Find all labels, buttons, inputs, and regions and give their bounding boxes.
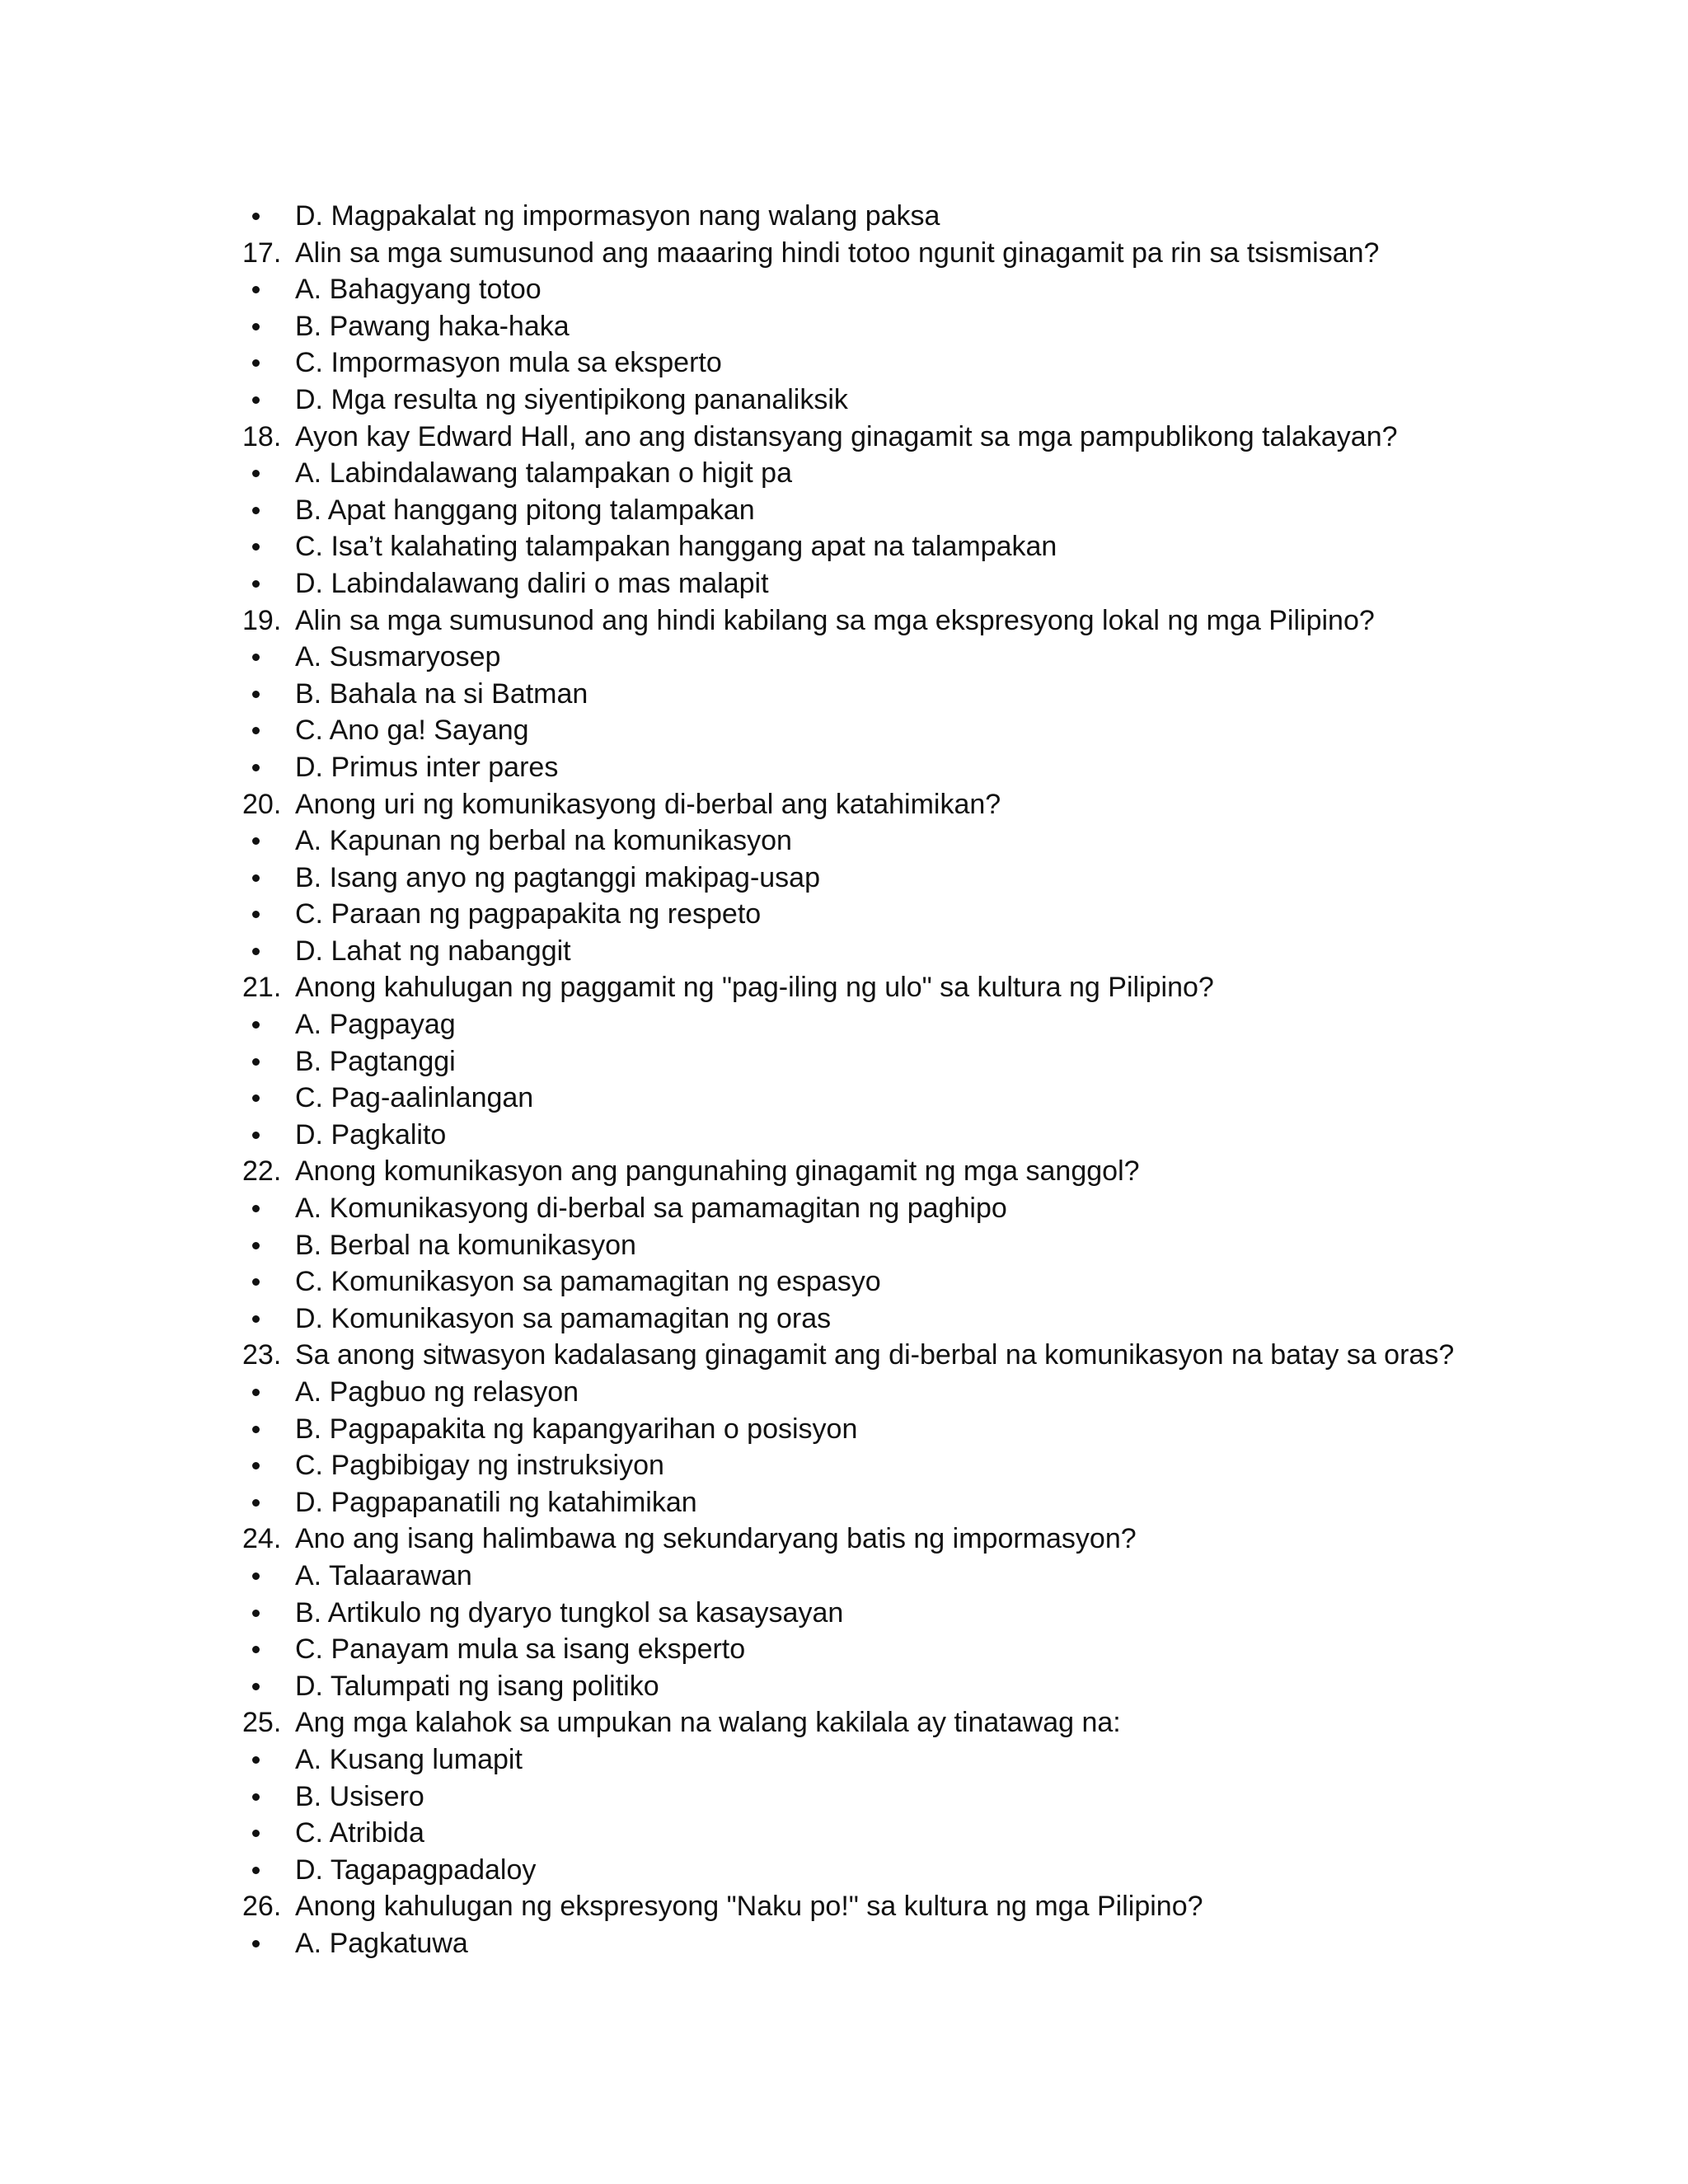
- question-item: [242, 786, 1528, 823]
- answer-option: [242, 860, 1528, 897]
- answer-option-text: A. Bahagyang totoo: [295, 274, 542, 306]
- answer-option-text: C. Impormasyon mula sa eksperto: [295, 347, 722, 379]
- answer-option-text: B. Bahala na si Batman: [295, 677, 588, 710]
- question-text: Ang mga kalahok sa umpukan na walang kakilala ay tinatawag na:: [295, 1707, 1121, 1739]
- answer-option-text: B. Berbal na komunikasyon: [295, 1229, 636, 1261]
- question-number: 25.: [242, 1707, 282, 1739]
- answer-option: [242, 271, 1528, 308]
- answer-option: [242, 1080, 1528, 1117]
- answer-option-text: A. Talaarawan: [295, 1559, 472, 1591]
- answer-option-text: D. Talumpati ng isang politiko: [295, 1670, 659, 1702]
- answer-option-text: C. Paraan ng pagpapakita ng respeto: [295, 898, 762, 930]
- answer-option-text: C. Atribida: [295, 1817, 424, 1849]
- answer-option-text: B. Pawang haka-haka: [295, 310, 570, 342]
- bullet-icon: [252, 1462, 260, 1469]
- answer-option: [242, 344, 1528, 382]
- bullet-icon: [252, 1572, 260, 1580]
- answer-option-text: C. Isa’t kalahating talampakan hanggang apat na talampakan: [295, 531, 1057, 563]
- answer-option: [242, 308, 1528, 345]
- bullet-icon: [252, 1830, 260, 1837]
- bullet-icon: [252, 874, 260, 882]
- answer-option-text: B. Isang anyo ng pagtanggi makipag-usap: [295, 861, 821, 893]
- bullet-icon: [252, 764, 260, 771]
- question-number: 23.: [242, 1339, 282, 1371]
- bullet-icon: [252, 1499, 260, 1507]
- question-item: [242, 1153, 1528, 1190]
- answer-option: [242, 382, 1528, 419]
- question-number: 21.: [242, 972, 282, 1004]
- bullet-icon: [252, 1094, 260, 1102]
- answer-option-text: D. Mga resulta ng siyentipikong pananaliksik: [295, 383, 848, 415]
- answer-option: [242, 1631, 1528, 1668]
- answer-option: [242, 1558, 1528, 1595]
- bullet-icon: [252, 1315, 260, 1323]
- answer-option-text: C. Panayam mula sa isang eksperto: [295, 1633, 746, 1666]
- answer-option: [242, 1006, 1528, 1043]
- answer-option-text: B. Artikulo ng dyaryo tungkol sa kasaysayan: [295, 1596, 844, 1629]
- answer-option: [242, 712, 1528, 749]
- answer-option: [242, 1301, 1528, 1338]
- answer-option-text: D. Labindalawang daliri o mas malapit: [295, 567, 769, 599]
- question-text: Anong kahulugan ng paggamit ng "pag-iling ng ulo" sa kultura ng Pilipino?: [295, 972, 1214, 1004]
- answer-option-text: B. Apat hanggang pitong talampakan: [295, 494, 755, 526]
- question-text: Sa anong sitwasyon kadalasang ginagamit ang di-berbal na komunikasyon na batay sa oras?: [295, 1339, 1455, 1371]
- answer-option-text: A. Labindalawang talampakan o higit pa: [295, 457, 792, 490]
- question-text: Anong kahulugan ng ekspresyong "Naku po!" sa kultura ng mga Pilipino?: [295, 1891, 1203, 1923]
- answer-option-text: A. Kusang lumapit: [295, 1743, 523, 1775]
- question-number: 20.: [242, 788, 282, 820]
- answer-option-text: D. Komunikasyon sa pamamagitan ng oras: [295, 1302, 832, 1334]
- answer-option: [242, 1815, 1528, 1852]
- bullet-icon: [252, 1278, 260, 1286]
- answer-option-text: A. Pagpayag: [295, 1009, 456, 1041]
- answer-option: [242, 1741, 1528, 1779]
- answer-option: [242, 639, 1528, 676]
- answer-option-text: D. Lahat ng nabanggit: [295, 935, 571, 967]
- question-number: 18.: [242, 420, 282, 452]
- answer-option-text: D. Pagpapanatili ng katahimikan: [295, 1486, 697, 1518]
- bullet-icon: [252, 286, 260, 293]
- answer-option-text: B. Usisero: [295, 1780, 424, 1812]
- question-number: 17.: [242, 237, 282, 269]
- question-number: 22.: [242, 1155, 282, 1188]
- question-item: [242, 1888, 1528, 1925]
- bullet-icon: [252, 727, 260, 734]
- answer-option-text: C. Komunikasyon sa pamamagitan ng espasyo: [295, 1266, 881, 1298]
- bullet-icon: [252, 1021, 260, 1029]
- answer-option: [242, 1263, 1528, 1301]
- bullet-icon: [252, 1610, 260, 1617]
- answer-option-text: B. Pagpapakita ng kapangyarihan o posisyon: [295, 1413, 858, 1445]
- answer-option: [242, 1595, 1528, 1632]
- bullet-icon: [252, 1756, 260, 1764]
- answer-option: [242, 1043, 1528, 1080]
- answer-option-text: D. Magpakalat ng impormasyon nang walang paksa: [295, 200, 940, 232]
- bullet-icon: [252, 1426, 260, 1433]
- bullet-icon: [252, 837, 260, 845]
- answer-option: [242, 492, 1528, 529]
- answer-option: [242, 565, 1528, 602]
- question-list: [242, 198, 1528, 1962]
- answer-option-text: C. Pagbibigay ng instruksiyon: [295, 1450, 664, 1482]
- answer-option-text: A. Pagbuo ng relasyon: [295, 1376, 579, 1408]
- bullet-icon: [252, 1940, 260, 1947]
- answer-option: [242, 1668, 1528, 1705]
- answer-option: [242, 1925, 1528, 1962]
- bullet-icon: [252, 1242, 260, 1249]
- bullet-icon: [252, 1058, 260, 1066]
- question-text: Alin sa mga sumusunod ang maaaring hindi totoo ngunit ginagamit pa rin sa tsismisan?: [295, 237, 1380, 269]
- bullet-icon: [252, 323, 260, 330]
- question-text: Ayon kay Edward Hall, ano ang distansyang ginagamit sa mga pampublikong talakayan?: [295, 420, 1398, 452]
- bullet-icon: [252, 1867, 260, 1874]
- answer-option-text: D. Pagkalito: [295, 1118, 447, 1151]
- answer-option-text: B. Pagtanggi: [295, 1045, 456, 1077]
- bullet-icon: [252, 691, 260, 698]
- bullet-icon: [252, 1132, 260, 1139]
- answer-option: [242, 1227, 1528, 1264]
- question-item: [242, 1704, 1528, 1741]
- answer-option: [242, 1779, 1528, 1816]
- answer-option: [242, 933, 1528, 970]
- answer-option: [242, 676, 1528, 713]
- answer-option: [242, 455, 1528, 492]
- bullet-icon: [252, 580, 260, 588]
- question-number: 19.: [242, 604, 282, 636]
- question-number: 24.: [242, 1523, 282, 1555]
- answer-option: [242, 896, 1528, 933]
- question-item: [242, 235, 1528, 272]
- question-number: 26.: [242, 1891, 282, 1923]
- bullet-icon: [252, 654, 260, 661]
- bullet-icon: [252, 507, 260, 514]
- question-item: [242, 419, 1528, 456]
- answer-option-text: C. Pag-aalinlangan: [295, 1082, 534, 1114]
- answer-option: [242, 749, 1528, 786]
- answer-option: [242, 1447, 1528, 1484]
- bullet-icon: [252, 1205, 260, 1212]
- bullet-icon: [252, 396, 260, 404]
- answer-option-text: A. Kapunan ng berbal na komunikasyon: [295, 825, 792, 857]
- answer-option: [242, 528, 1528, 565]
- answer-option: [242, 823, 1528, 860]
- bullet-icon: [252, 911, 260, 918]
- answer-option-text: D. Tagapagpadaloy: [295, 1854, 537, 1886]
- question-item: [242, 969, 1528, 1006]
- answer-option-text: A. Pagkatuwa: [295, 1927, 468, 1959]
- answer-option-text: A. Susmaryosep: [295, 641, 501, 673]
- answer-option-text: C. Ano ga! Sayang: [295, 715, 529, 747]
- question-text: Alin sa mga sumusunod ang hindi kabilang sa mga ekspresyong lokal ng mga Pilipino?: [295, 604, 1375, 636]
- answer-option: [242, 1374, 1528, 1411]
- answer-option: [242, 198, 1528, 235]
- answer-option: [242, 1484, 1528, 1521]
- bullet-icon: [252, 1389, 260, 1396]
- bullet-icon: [252, 1793, 260, 1801]
- question-item: [242, 1337, 1528, 1374]
- bullet-icon: [252, 948, 260, 955]
- question-text: Anong uri ng komunikasyong di-berbal ang katahimikan?: [295, 788, 1001, 820]
- answer-option: [242, 1117, 1528, 1154]
- bullet-icon: [252, 1683, 260, 1690]
- question-text: Ano ang isang halimbawa ng sekundaryang batis ng impormasyon?: [295, 1523, 1137, 1555]
- bullet-icon: [252, 1646, 260, 1653]
- bullet-icon: [252, 213, 260, 220]
- answer-option-text: D. Primus inter pares: [295, 751, 559, 783]
- answer-option: [242, 1190, 1528, 1227]
- question-item: [242, 1521, 1528, 1558]
- answer-option: [242, 1852, 1528, 1889]
- answer-option-text: A. Komunikasyong di-berbal sa pamamagitan ng paghipo: [295, 1193, 1007, 1225]
- question-text: Anong komunikasyon ang pangunahing ginagamit ng mga sanggol?: [295, 1155, 1140, 1188]
- bullet-icon: [252, 543, 260, 551]
- bullet-icon: [252, 470, 260, 477]
- bullet-icon: [252, 359, 260, 367]
- answer-option: [242, 1411, 1528, 1448]
- question-item: [242, 602, 1528, 640]
